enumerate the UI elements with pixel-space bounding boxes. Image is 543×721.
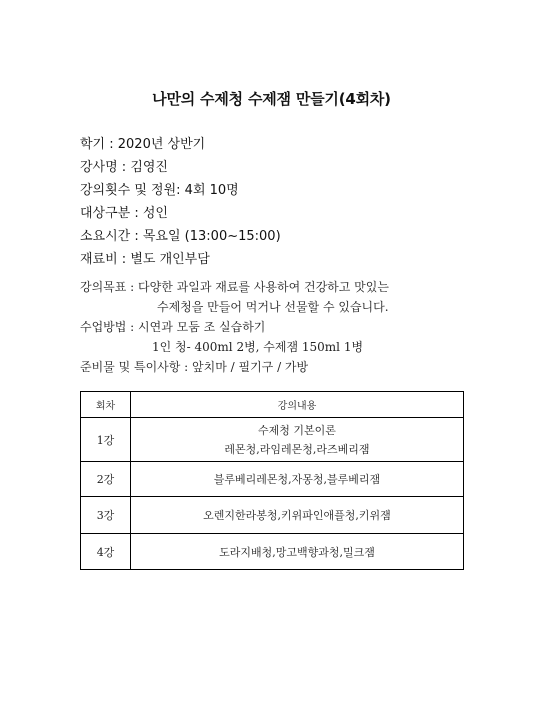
schedule-table [80,391,464,570]
content-cell [131,418,464,462]
info-material-fee: 재료비 : 별도 개인부담 [80,252,210,267]
content-cell: 도라지배청,망고백향과청,밀크잼 [131,534,464,570]
session-cell: 3강 [81,497,131,534]
table-row [81,534,464,570]
content-line: 수제청 기본이론 [258,423,336,437]
info-sessions-capacity: 강의횟수 및 정원: 4회 10명 [80,183,239,198]
goal-line-1: 강의목표 : 다양한 과일과 재료를 사용하여 건강하고 맛있는 [80,280,389,294]
table-row [81,497,464,534]
course-goals [80,277,389,377]
content-cell: 블루베리레몬청,자몽청,블루베리잼 [131,462,464,497]
goal-line-2: 수제청을 만들어 먹거나 선물할 수 있습니다. [157,300,389,314]
table-row [81,462,464,497]
info-semester: 학기 : 2020년 상반기 [80,137,206,152]
info-target: 대상구분 : 성인 [80,206,168,221]
info-instructor: 강사명 : 김영진 [80,160,168,175]
prep-line: 준비물 및 특이사항 : 앞치마 / 필기구 / 가방 [80,360,309,374]
header-content: 강의내용 [131,392,464,418]
session-cell: 2강 [81,462,131,497]
content-line: 레몬청,라임레몬청,라즈베리잼 [224,442,370,456]
content-cell: 오렌지한라봉청,키위파인애플청,키위잼 [131,497,464,534]
table-header-row [81,392,464,418]
table-row [81,418,464,462]
document-title: 나만의 수제청 수제잼 만들기(4회차) [152,90,391,108]
session-cell: 4강 [81,534,131,570]
method-line-1: 수업방법 : 시연과 모둠 조 실습하기 [80,320,266,334]
session-cell: 1강 [81,418,131,462]
method-line-2: 1인 청- 400ml 2병, 수제잼 150ml 1병 [152,340,364,354]
course-info [80,133,281,271]
header-session: 회차 [81,392,131,418]
info-time: 소요시간 : 목요일 (13:00~15:00) [80,229,281,244]
